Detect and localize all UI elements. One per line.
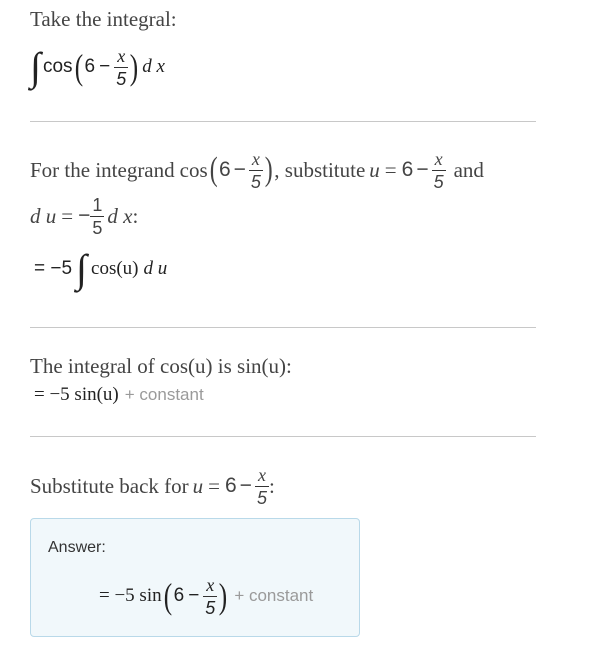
step2-den2: 5 [433,171,444,192]
step2-num2: x [434,148,443,169]
step2-const: 6 [218,158,231,181]
step4-const: 6 [224,474,237,497]
step3-result: = −5 sin(u) [34,384,119,405]
answer-den: 5 [205,597,216,618]
step2-minus2: − [416,158,429,181]
step4-colon: : [268,473,275,498]
step1-num: x [117,45,126,66]
step4-text [30,462,275,510]
step1-fraction [114,47,128,88]
step4-fraction [255,466,269,507]
step2-den: 5 [250,171,261,192]
step1-expression [30,44,165,90]
step4-eq: = [208,473,220,498]
step3-text: The integral of cos(u) is sin(u): [30,354,292,378]
answer-box [30,518,360,637]
answer-prefix: = −5 sin [99,585,162,606]
step2-result [34,246,167,292]
step4-text-before: Substitute back for [30,473,189,498]
step2-num3: 1 [92,194,103,215]
step2-fraction3 [90,196,104,237]
step2-text-and: and [453,157,484,182]
step2-neg: − [78,204,91,227]
left-paren: ( [209,151,218,188]
answer-const: 6 [173,585,185,606]
step2-text-mid: , substitute [274,157,366,182]
left-paren: ( [74,47,83,87]
separator-2 [30,327,536,328]
separator-1 [30,121,536,122]
right-paren: ) [219,576,228,616]
step3-constant: + constant [124,385,204,404]
step4-num: x [257,464,266,485]
answer-constant: + constant [234,586,314,605]
answer-minus: − [188,585,200,606]
step2-du-line [30,192,138,240]
step4-den: 5 [256,487,267,508]
step2-result-du: d u [143,258,168,279]
step2-dx: d x [107,203,133,228]
step2-fraction [249,150,263,191]
step2-du: d u [30,203,57,228]
step2-minus: − [233,158,246,181]
step2-u: u [369,157,380,182]
step1-const: 6 [84,56,96,77]
right-paren: ) [130,47,139,87]
separator-3 [30,436,536,437]
integral-sign-icon: ∫ [30,44,41,89]
step1-func: cos [42,56,73,77]
step2-const2: 6 [401,158,414,181]
step1-dx: d x [142,56,165,77]
step1-minus: − [99,56,111,77]
step2-func: cos [179,157,208,182]
step2-text [30,146,484,194]
step2-result-integrand: cos(u) [91,258,139,279]
step3-result-line [34,384,204,406]
step4-minus: − [239,474,252,497]
integral-sign-icon: ∫ [76,246,88,291]
step2-eq: = [384,157,397,182]
step2-fraction2 [432,150,446,191]
right-paren: ) [264,151,273,188]
left-paren: ( [163,576,172,616]
step1-den: 5 [116,68,127,89]
answer-fraction [203,576,217,617]
step2-den3: 5 [92,217,103,238]
step2-text-before: For the integrand [30,157,175,182]
answer-expression [99,571,313,621]
answer-num: x [206,574,215,595]
step1-heading: Take the integral: [30,7,177,31]
step4-u: u [192,473,204,498]
answer-label: Answer: [48,539,106,556]
step2-result-prefix: = −5 [34,258,73,279]
step2-colon: : [132,203,139,228]
step2-eq2: = [61,203,74,228]
step2-num: x [251,148,260,169]
